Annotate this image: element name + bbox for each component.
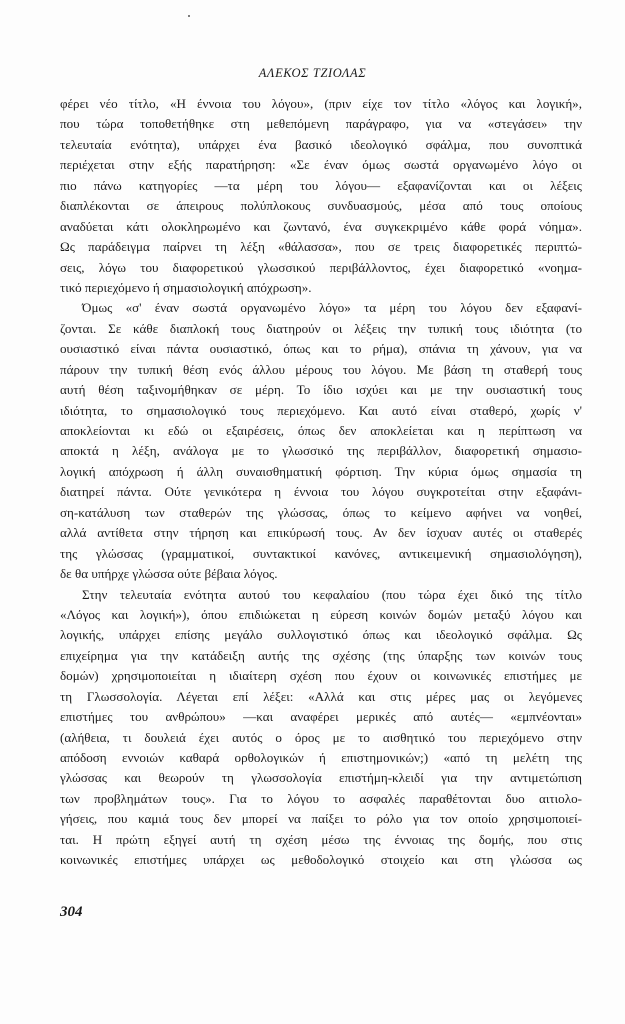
text-line: φέρει νέο τίτλο, «Η έννοια του λόγου», (πριν είχε τον τίτλο «λόγος και λογική», [60, 96, 582, 111]
text-line: γήσεις, που καμιά τους δεν μπορεί να παίξει το ρόλο για τον οποίο χρησιμοποιεί- [60, 811, 582, 827]
text-line: επιχείρημα για την κατάδειξη αυτής της σχέσης (της ύπαρξης των κοινών τους [60, 647, 582, 663]
text-line: ζονται. Σε κάθε διαπλοκή τους διατηρούν οι λέξεις την τυπική τους ιδιότητα (το [60, 320, 582, 336]
text-line: Ως παράδειγμα παίρνει τη λέξη «θάλασσα», που σε τρεις διαφορετικές περιπτώ- [60, 239, 582, 255]
text-line: λογική απόχρωση ή άλλη συναισθηματική φόρτιση. Την κύρια όμως σημασία τη [60, 463, 582, 479]
text-line: των προβλημάτων τους». Για το λόγου το ασφαλές παραθέτονται δυο αιτιολο- [60, 790, 582, 806]
text-line: γλώσσας και θεωρούν τη γλωσσολογία επιστήμη-κλειδί για την αντιμετώπιση [60, 770, 582, 786]
text-line: ται. Η πρώτη εξηγεί αυτή τη σχέση μέσω της έννοιας της δομής, που στις [60, 831, 582, 847]
text-line: τελευταία ενότητα), υπάρχει ένα βασικό ιδεολογικό σφάλμα, που συνοπτικά [60, 136, 582, 152]
text-line: αποκτά η λέξη, ανάλογα με το γλωσσικό της περιβάλλον, διαφορετική σημασιο- [60, 443, 582, 459]
text-line: αυτή θέση ταξινομήθηκαν σε μέρη. Το ίδιο ισχύει και με την ουσιαστική τους [60, 382, 582, 398]
text-line: επιστήμες του ανθρώπου» —και αναφέρει μερικές από αυτές— «εμπνέονται» [60, 709, 582, 725]
text-line: διαπλέκονται σε άπειρους πολύπλοκους συνδυασμούς, μέσα από τους οποίους [60, 198, 582, 214]
text-line: (αλήθεια, τι δουλειά έχει αυτός ο όρος με το αισθητικό του περιεχόμενο στην [60, 729, 582, 745]
text-line: περιέχεται στην εξής παρατήρηση: «Σε έναν όμως σωστά οργανωμένο λόγο οι [60, 157, 582, 173]
text-line: τικό περιεχόμενο ή σημασιολογική απόχρωση». [60, 279, 312, 295]
text-line: «Λόγος και λογική»), όπου επιδιώκεται η εύρεση κοινών δομών μεταξύ λόγου και [60, 606, 582, 622]
text-line: απόδοση εννοιών καθαρά ορθολογικών ή επιστημονικών;) «από τη μελέτη της [60, 750, 582, 765]
text-line: πάρουν την τυπική θέση ενός άλλου μέρους του λόγου. Με βάση τη σταθερή τους [60, 361, 582, 377]
text-line: τη Γλωσσολογία. Λέγεται επί λέξει: «Αλλά και στις μέρες μας οι λεγόμενες [60, 688, 582, 704]
text-line: Όμως «σ' έναν σωστά οργανωμένο λόγο» τα μέρη του λόγου δεν εξαφανί- [82, 300, 582, 316]
text-line: διατηρεί πάντα. Ούτε γενικότερα η έννοια του λόγου συγκροτείται στην εξαφάνι- [60, 484, 582, 500]
text-line: λογικής, υπάρχει επίσης μεγάλο συλλογιστικό όπως και ιδεολογικό σφάλμα. Ως [60, 627, 582, 643]
text-line: ιδιότητα, το σημασιολογικό τους περιεχόμενο. Και αυτό είναι σταθερό, χωρίς ν' [60, 402, 582, 418]
text-line: που τώρα τοποθετήθηκε στη μεθεπόμενη παράγραφο, για να «στεγάσει» την [60, 116, 582, 132]
body-text [60, 94, 582, 871]
text-line: σεις, λόγω του διαφορετικού γλωσσικού περιβάλλοντος, έχει διαφορετικό «νοημα- [60, 259, 582, 275]
text-line: κοινωνικές επιστήμες υπάρχει ως μεθοδολογικό στοιχείο και στη γλώσσα ως [60, 852, 582, 868]
text-line: αποκλείονται κι εδώ οι εξαιρέσεις, όπως δεν αποκλείεται και η περίπτωση να [60, 423, 582, 438]
print-speck [188, 15, 190, 17]
running-header: ΑΛΕΚΟΣ ΤΖΙΟΛΑΣ [258, 66, 367, 80]
text-line: Στην τελευταία ενότητα αυτού του κεφαλαίου (που τώρα έχει δικό της τίτλο [82, 586, 582, 602]
text-line: πιο πάνω κατηγορίες —τα μέρη του λόγου— εξαφανίζονται και οι λέξεις [60, 177, 582, 193]
text-line: ση-κατάλυση των σταθερών της γλώσσας, όπως το κείμενο αφήνει να νοηθεί, [60, 504, 582, 520]
page-number: 304 [60, 904, 83, 920]
text-line: ουσιαστικό είναι πάντα ουσιαστικό, όπως και το ρήμα), σπάνια τη χάνουν, για να [60, 341, 582, 357]
text-line: δομών) χρησιμοποιείται η ιδιαίτερη σχέση που έχουν οι κοινωνικές επιστήμες με [60, 668, 582, 684]
text-line: αλλά αντίθετα στην τήρηση και επικύρωσή τους. Αν δεν ίσχυαν αυτές οι σταθερές [60, 525, 582, 541]
text-line: δε θα υπήρχε γλώσσα ούτε βέβαια λόγος. [60, 566, 278, 582]
text-line: αναδύεται κάτι ολοκληρωμένο και ζωντανό, ένα συγκεκριμένο κάθε φορά νόημα». [60, 218, 582, 234]
text-line: της γλώσσας (γραμματικοί, συντακτικοί κανόνες, αντικειμενική σημασιολόγηση), [60, 545, 582, 561]
